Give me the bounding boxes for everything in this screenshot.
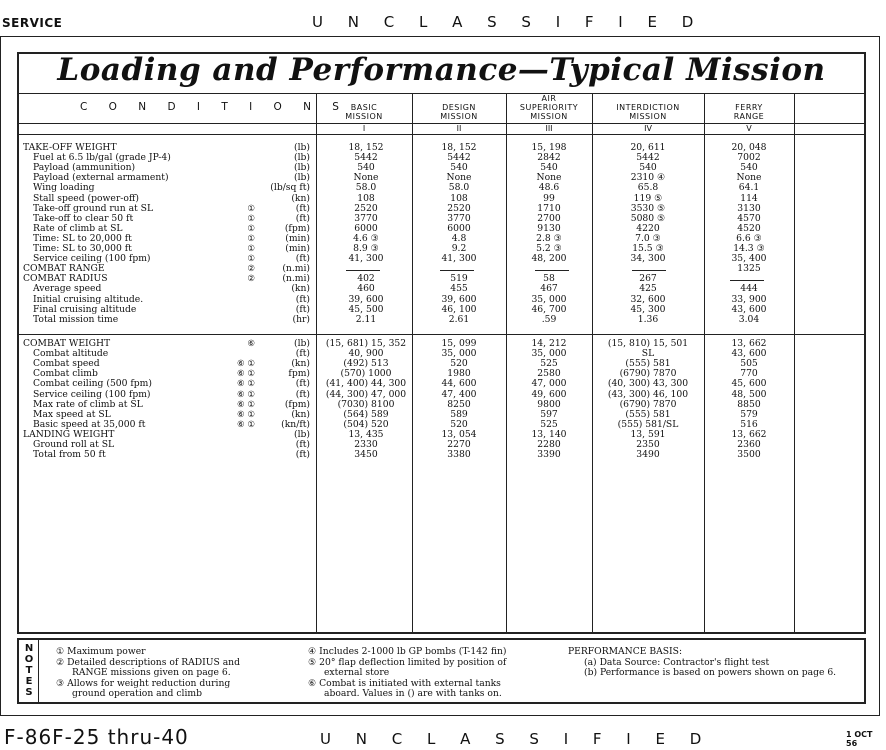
notes-column-3 — [568, 647, 836, 679]
table-cell: 4.6 ③ — [353, 232, 379, 244]
table-cell: 6000 — [447, 222, 471, 234]
row-label: COMBAT RANGE — [23, 263, 105, 275]
table-cell: 467 — [540, 283, 558, 295]
table-cell: None — [353, 172, 379, 184]
row-unit: (kn) — [291, 408, 310, 420]
row-unit: (lb/sq ft) — [270, 182, 310, 194]
table-cell: 14.3 ③ — [733, 243, 765, 254]
row-unit: (ft) — [295, 293, 310, 305]
table-cell: 455 — [450, 283, 468, 295]
row-label: Final cruising altitude — [33, 303, 137, 315]
notes-divider — [38, 640, 39, 702]
row-unit: (lb) — [294, 162, 310, 174]
table-cell: 579 — [740, 408, 758, 420]
table-row — [0, 295, 886, 305]
table-cell: 3500 — [737, 449, 761, 461]
table-cell: 9800 — [537, 398, 561, 410]
note-line: (a) Data Source: Contractor's flight test — [584, 656, 770, 668]
row-label: Average speed — [33, 283, 102, 295]
table-cell: 1980 — [447, 368, 471, 380]
table-cell: 99 — [543, 192, 555, 204]
roman-rule — [19, 134, 864, 135]
note-line: aboard. Values in () are with tanks on. — [324, 688, 502, 699]
row-unit: (ft) — [295, 348, 310, 360]
table-cell: 2360 — [737, 439, 761, 450]
table-cell: 47, 000 — [531, 378, 567, 390]
table-cell: 3530 ⑤ — [630, 202, 666, 214]
note-line: ④ Includes 2-1000 lb GP bombs (T-142 fin) — [308, 646, 507, 657]
table-cell: 35, 000 — [441, 348, 477, 360]
table-cell: 5080 ⑤ — [630, 212, 666, 224]
table-cell: 65.8 — [637, 182, 659, 194]
table-cell: (564) 589 — [343, 408, 389, 420]
row-label: Initial cruising altitude. — [33, 293, 144, 305]
row-label: Combat speed — [33, 358, 100, 370]
table-cell: 114 — [740, 192, 758, 204]
table-cell: 43, 600 — [731, 348, 767, 360]
row-label: COMBAT RADIUS — [23, 273, 108, 285]
column-header-line: MISSION — [530, 112, 568, 121]
row-note-ref: ① — [247, 203, 255, 214]
row-unit: (ft) — [295, 212, 310, 224]
table-cell: 4520 — [737, 222, 761, 234]
table-cell: None — [536, 172, 562, 184]
table-cell: 2.8 ③ — [536, 232, 562, 244]
table-cell: 460 — [357, 283, 375, 295]
table-cell: (504) 520 — [343, 418, 389, 430]
table-cell: 770 — [740, 368, 758, 380]
table-cell: 540 — [450, 162, 468, 174]
table-cell: (555) 581/SL — [617, 418, 679, 430]
table-row — [0, 194, 886, 204]
table-cell: 58 — [543, 273, 555, 285]
row-unit: (ft) — [295, 202, 310, 214]
document-date: 1 OCT 56 — [846, 730, 873, 748]
table-cell: 35, 000 — [531, 348, 567, 360]
range-dash-2 — [440, 270, 474, 271]
table-cell: 525 — [540, 358, 558, 370]
column-header-line: RANGE — [733, 112, 765, 121]
table-cell: 13, 662 — [731, 338, 767, 349]
table-cell: (570) 1000 — [340, 368, 392, 380]
column-header-1 — [316, 103, 412, 121]
table-cell: 18, 152 — [348, 142, 384, 153]
row-unit: (ft) — [295, 439, 310, 450]
column-header-line: DESIGN — [442, 103, 476, 112]
row-label: Payload (external armament) — [33, 172, 169, 184]
row-label: LANDING WEIGHT — [23, 428, 115, 440]
table-cell: 46, 100 — [441, 303, 477, 315]
table-cell: 7.0 ③ — [635, 232, 661, 244]
table-cell: 5442 — [354, 152, 378, 164]
table-cell: 6.6 ③ — [736, 232, 762, 244]
row-label: Fuel at 6.5 lb/gal (grade JP-4) — [33, 152, 171, 164]
table-cell: 20, 611 — [630, 142, 666, 153]
table-cell: 13, 140 — [531, 428, 567, 440]
table-cell: 3490 — [636, 449, 660, 461]
column-header-line: BASIC — [350, 103, 378, 112]
column-roman-5: V — [746, 124, 752, 133]
table-cell: 3130 — [737, 202, 761, 214]
row-label: TAKE-OFF WEIGHT — [23, 142, 117, 153]
row-unit: (kn) — [291, 192, 310, 204]
table-cell: 520 — [450, 418, 468, 430]
column-header-line: INTERDICTION — [616, 103, 680, 112]
note-line: RANGE missions given on page 6. — [72, 667, 231, 678]
notes-column-1 — [56, 647, 240, 700]
row-label: Time: SL to 30,000 ft — [33, 243, 132, 254]
table-cell: 2520 — [354, 202, 378, 214]
table-cell: 8.9 ③ — [353, 243, 379, 254]
classification-bottom: U N C L A S S I F I E D — [320, 730, 712, 748]
table-cell: 520 — [450, 358, 468, 370]
note-line: ⑥ Combat is initiated with external tanks — [308, 677, 501, 689]
row-note-ref: ⑥ ① — [237, 389, 255, 400]
table-cell: 2310 ④ — [630, 172, 666, 184]
table-cell: 39, 600 — [348, 293, 384, 305]
table-cell: 41, 300 — [348, 253, 384, 265]
table-cell: 4570 — [737, 212, 761, 224]
column-header-line: FERRY — [735, 103, 763, 112]
table-cell: 9130 — [537, 222, 561, 234]
table-cell: 3770 — [447, 212, 471, 224]
table-cell: (6790) 7870 — [619, 368, 677, 380]
table-cell: 6000 — [354, 222, 378, 234]
table-cell: 43, 600 — [731, 303, 767, 315]
row-note-ref: ⑥ ① — [237, 419, 255, 430]
table-cell: 58.0 — [448, 182, 470, 194]
table-cell: 15.5 ③ — [632, 243, 664, 254]
row-note-ref: ② — [247, 264, 255, 275]
column-header-2 — [412, 103, 506, 121]
range-dash-3 — [535, 270, 569, 271]
table-cell: 505 — [740, 358, 758, 370]
table-cell: 20, 048 — [731, 142, 767, 153]
row-unit: (hr) — [292, 313, 310, 325]
table-cell: SL — [641, 348, 655, 360]
row-unit: (lb) — [294, 142, 310, 153]
row-unit: (n.mi) — [282, 273, 310, 285]
table-cell: (15, 810) 15, 501 — [607, 338, 689, 349]
table-cell: 597 — [540, 408, 558, 420]
table-cell: 2.61 — [448, 313, 470, 325]
row-unit: (fpm) — [284, 398, 310, 410]
column-header-4 — [592, 103, 704, 121]
table-cell: 3380 — [447, 449, 471, 461]
row-unit: (ft) — [295, 303, 310, 315]
column-header-line: AIR — [541, 94, 557, 103]
row-label: Take-off to clear 50 ft — [33, 212, 134, 224]
row-unit: (lb) — [294, 172, 310, 184]
row-note-ref: ① — [247, 233, 255, 244]
row-note-ref: ⑥ ① — [237, 399, 255, 410]
classification-top: U N C L A S S I F I E D — [312, 13, 704, 31]
row-unit: (ft) — [295, 378, 310, 390]
table-row — [0, 315, 886, 325]
table-cell: 540 — [357, 162, 375, 174]
table-cell: 48.6 — [538, 182, 560, 194]
table-cell: 1710 — [537, 202, 561, 214]
header-rule — [19, 93, 864, 94]
row-label: Combat climb — [33, 368, 98, 380]
row-note-ref: ① — [247, 213, 255, 224]
table-cell: 519 — [450, 273, 468, 285]
table-cell: 3450 — [354, 449, 378, 461]
table-cell: 13, 662 — [731, 428, 767, 440]
table-cell: 41, 300 — [441, 253, 477, 265]
row-unit: fpm) — [288, 368, 310, 380]
table-cell: 540 — [639, 162, 657, 174]
note-line: (b) Performance is based on powers shown on page 6. — [584, 667, 837, 678]
table-row — [0, 284, 886, 294]
table-cell: 39, 600 — [441, 293, 477, 305]
table-cell: (555) 581 — [625, 408, 671, 420]
table-cell: 49, 600 — [531, 388, 567, 400]
row-label: Payload (ammunition) — [33, 162, 136, 174]
note-line: ground operation and climb — [72, 688, 202, 699]
table-cell: 46, 700 — [531, 303, 567, 315]
column-header-3 — [506, 94, 592, 121]
column-roman-4: IV — [644, 124, 652, 133]
table-cell: 45, 600 — [731, 378, 767, 390]
note-line: external store — [324, 667, 390, 678]
row-label: Time: SL to 20,000 ft — [33, 232, 132, 244]
row-label: COMBAT WEIGHT — [23, 338, 111, 349]
table-cell: (41, 400) 44, 300 — [325, 378, 407, 390]
row-label: Combat ceiling (500 fpm) — [33, 378, 152, 390]
table-cell: 589 — [450, 408, 468, 420]
table-cell: 18, 152 — [441, 142, 477, 153]
table-cell: 4.8 — [451, 232, 467, 244]
table-cell: (43, 300) 46, 100 — [607, 388, 689, 400]
table-cell: 14, 212 — [531, 338, 567, 349]
table-cell: 2842 — [537, 152, 561, 164]
notes-column-2 — [308, 647, 506, 700]
table-row — [0, 390, 886, 400]
table-cell: 540 — [540, 162, 558, 174]
table-cell: (6790) 7870 — [619, 398, 677, 410]
table-cell: 47, 400 — [441, 388, 477, 400]
table-cell: 119 ⑤ — [633, 192, 663, 204]
table-cell: (492) 513 — [343, 358, 389, 370]
table-cell: 33, 900 — [731, 293, 767, 305]
notes-label: N O T E S — [24, 643, 34, 698]
table-cell: 267 — [639, 273, 657, 285]
table-row — [0, 379, 886, 389]
table-cell: 2520 — [447, 202, 471, 214]
conditions-header: C O N D I T I O N S — [80, 101, 348, 113]
row-unit: (fpm) — [284, 222, 310, 234]
row-label: Combat altitude — [33, 348, 109, 360]
table-cell: 44, 600 — [441, 378, 477, 390]
table-cell: 32, 600 — [630, 293, 666, 305]
table-cell: (40, 300) 43, 300 — [607, 378, 689, 390]
table-cell: 108 — [450, 192, 468, 204]
row-unit: (lb) — [294, 338, 310, 349]
row-label: Service ceiling (100 fpm) — [33, 388, 151, 400]
table-cell: .59 — [541, 313, 557, 325]
table-cell: 3390 — [537, 449, 561, 461]
table-cell: 9.2 — [451, 243, 467, 254]
table-cell: 516 — [740, 418, 758, 430]
table-cell: 15, 198 — [531, 142, 567, 153]
table-cell: None — [446, 172, 472, 184]
table-cell: (44, 300) 47, 000 — [325, 388, 407, 400]
table-cell: 5.2 ③ — [536, 243, 562, 254]
table-cell: 2.11 — [355, 313, 377, 325]
table-cell: 3770 — [354, 212, 378, 224]
table-cell: 13, 054 — [441, 428, 477, 440]
table-cell: 45, 500 — [348, 303, 384, 315]
row-unit: (ft) — [295, 449, 310, 461]
aircraft-model: F-86F-25 thru-40 — [4, 725, 189, 749]
table-cell: 7002 — [737, 152, 761, 164]
table-cell: (7030) 8100 — [337, 398, 395, 410]
note-line: PERFORMANCE BASIS: — [568, 646, 683, 657]
table-cell: 5442 — [447, 152, 471, 164]
row-note-ref: ⑥ ① — [237, 369, 255, 380]
row-note-ref: ① — [247, 223, 255, 234]
table-cell: 64.1 — [738, 182, 760, 194]
table-cell: 525 — [540, 418, 558, 430]
table-cell: 34, 300 — [630, 253, 666, 265]
row-unit: (kn) — [291, 283, 310, 295]
table-cell: 45, 300 — [630, 303, 666, 315]
table-cell: 5442 — [636, 152, 660, 164]
row-unit: (lb) — [294, 152, 310, 164]
row-label: Stall speed (power-off) — [33, 192, 139, 204]
table-cell: 402 — [357, 273, 375, 285]
table-cell: 1.36 — [637, 313, 659, 325]
column-header-line: MISSION — [629, 112, 667, 121]
row-unit: (min) — [285, 232, 310, 244]
column-roman-2: II — [456, 124, 462, 133]
row-label: Ground roll at SL — [33, 439, 115, 450]
row-unit: (kn/ft) — [281, 418, 310, 430]
row-unit: (ft) — [295, 388, 310, 400]
column-header-5 — [704, 103, 794, 121]
range-dash-1 — [346, 270, 380, 271]
column-roman-1: I — [362, 124, 366, 133]
note-line: ① Maximum power — [56, 646, 146, 657]
service-label: SERVICE — [2, 16, 63, 30]
table-cell: 13, 591 — [630, 428, 666, 440]
column-roman-3: III — [545, 124, 553, 133]
table-cell: 2580 — [537, 368, 561, 380]
row-unit: (n.mi) — [282, 263, 310, 275]
table-cell: 15, 099 — [441, 338, 477, 349]
row-label: Max rate of climb at SL — [33, 398, 143, 410]
table-cell: 2280 — [537, 439, 561, 450]
row-unit: (ft) — [295, 253, 310, 265]
row-note-ref: ① — [247, 244, 255, 254]
row-label: Take-off ground run at SL — [33, 202, 154, 214]
page-title: Loading and Performance—Typical Mission — [57, 52, 826, 88]
row-note-ref: ⑥ ① — [237, 409, 255, 420]
row-note-ref: ⑥ ① — [237, 359, 255, 370]
section-rule — [19, 334, 864, 335]
row-note-ref: ⑥ ① — [237, 379, 255, 390]
row-unit: (lb) — [294, 428, 310, 440]
note-line: ② Detailed descriptions of RADIUS and — [56, 656, 240, 668]
table-cell: 35, 000 — [531, 293, 567, 305]
table-cell: 8250 — [447, 398, 471, 410]
column-header-line: MISSION — [440, 112, 478, 121]
table-cell: 540 — [740, 162, 758, 174]
row-note-ref: ⑥ — [247, 339, 255, 349]
table-row — [0, 450, 886, 460]
table-cell: 444 — [740, 283, 758, 295]
column-header-line: MISSION — [345, 112, 383, 121]
range-dash-4 — [632, 270, 666, 271]
table-cell: 48, 200 — [531, 253, 567, 265]
row-label: Total from 50 ft — [33, 449, 106, 461]
table-cell: 58.0 — [355, 182, 377, 194]
table-cell: 3.04 — [738, 313, 760, 325]
note-line: ③ Allows for weight reduction during — [56, 677, 231, 689]
table-cell: 40, 900 — [348, 348, 384, 360]
row-unit: (min) — [285, 243, 310, 254]
table-cell: 35, 400 — [731, 253, 767, 265]
table-cell: 1325 — [737, 263, 761, 275]
row-label: Total mission time — [33, 313, 119, 325]
table-cell: 8850 — [737, 398, 761, 410]
table-cell: 2270 — [447, 439, 471, 450]
row-label: Basic speed at 35,000 ft — [33, 418, 146, 430]
row-label: Max speed at SL — [33, 408, 111, 420]
row-label: Wing loading — [33, 182, 95, 194]
table-cell: 13, 435 — [348, 428, 384, 440]
table-cell: 108 — [357, 192, 375, 204]
row-note-ref: ① — [247, 254, 255, 265]
table-cell: 48, 500 — [731, 388, 767, 400]
row-label: Service ceiling (100 fpm) — [33, 253, 151, 265]
row-unit: (kn) — [291, 358, 310, 370]
radius-dash-5 — [730, 280, 764, 281]
column-header-line: SUPERIORITY — [519, 103, 579, 112]
table-cell: 425 — [639, 283, 657, 295]
table-cell: (555) 581 — [625, 358, 671, 370]
table-cell: 2330 — [354, 439, 378, 450]
table-cell: (15, 681) 15, 352 — [325, 338, 407, 349]
table-cell: 2350 — [636, 439, 660, 450]
table-cell: 2700 — [537, 212, 561, 224]
note-line: ⑤ 20° flap deflection limited by position of — [308, 656, 507, 668]
table-cell: 4220 — [636, 222, 660, 234]
table-cell: None — [736, 172, 762, 184]
row-label: Rate of climb at SL — [33, 222, 123, 234]
row-note-ref: ② — [247, 274, 255, 285]
table-row — [0, 183, 886, 193]
